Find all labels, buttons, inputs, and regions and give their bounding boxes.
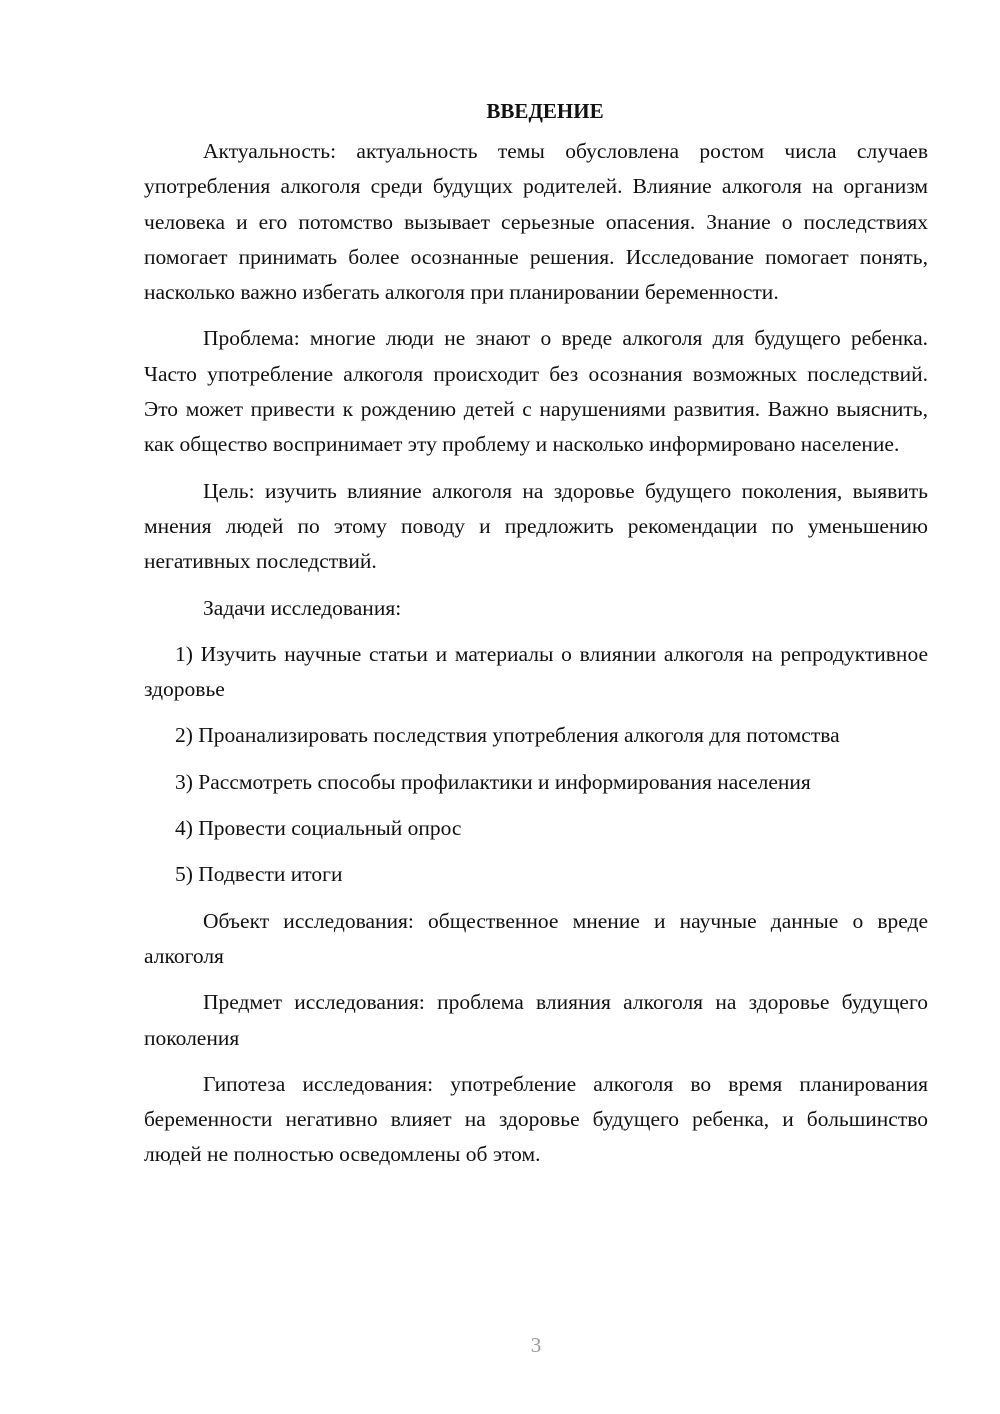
relevance-paragraph: Актуальность: актуальность темы обусловлена ростом числа случаев употребления алкоголя среди будущих родителей. Влияние алкоголя на организм человека и его потомство вызывает серьезные опасения. Знание о последствиях помогает принимать более осознанные решения. Исследование помогает понять, насколько важно избегать алкоголя при планировании беременности. [144, 139, 928, 305]
task-item-5: 5) Подвести итоги [175, 862, 343, 887]
section-heading: ВВЕДЕНИЕ [486, 99, 604, 123]
task-item-3: 3) Рассмотреть способы профилактики и информирования населения [175, 769, 811, 794]
task-item-2: 2) Проанализировать последствия употребления алкоголя для потомства [175, 723, 840, 748]
object-paragraph: Объект исследования: общественное мнение и научные данные о вреде алкоголя [144, 908, 928, 968]
page-body [144, 94, 928, 1184]
tasks-heading: Задачи исследования: [203, 595, 402, 620]
page-number: 3 [530, 1333, 542, 1357]
hypothesis-paragraph: Гипотеза исследования: употребление алкоголя во время планирования беременности негативно влияет на здоровье будущего ребенка, и большинство людей не полностью осведомлены об этом. [144, 1071, 928, 1167]
goal-paragraph: Цель: изучить влияние алкоголя на здоровье будущего поколения, выявить мнения людей по этому поводу и предложить рекомендации по уменьшению негативных последствий. [144, 478, 928, 574]
subject-paragraph: Предмет исследования: проблема влияния алкоголя на здоровье будущего поколения [144, 990, 928, 1050]
task-item-1: 1) Изучить научные статьи и материалы о влиянии алкоголя на репродуктивное здоровье [144, 641, 928, 702]
problem-paragraph: Проблема: многие люди не знают о вреде алкоголя для будущего ребенка. Часто употребление алкоголя происходит без осознания возможных последствий. Это может привести к рождению детей с нарушениями развития. Важно выяснить, как общество воспринимает эту проблему и насколько информировано население. [144, 326, 928, 457]
task-item-4: 4) Провести социальный опрос [175, 816, 462, 841]
